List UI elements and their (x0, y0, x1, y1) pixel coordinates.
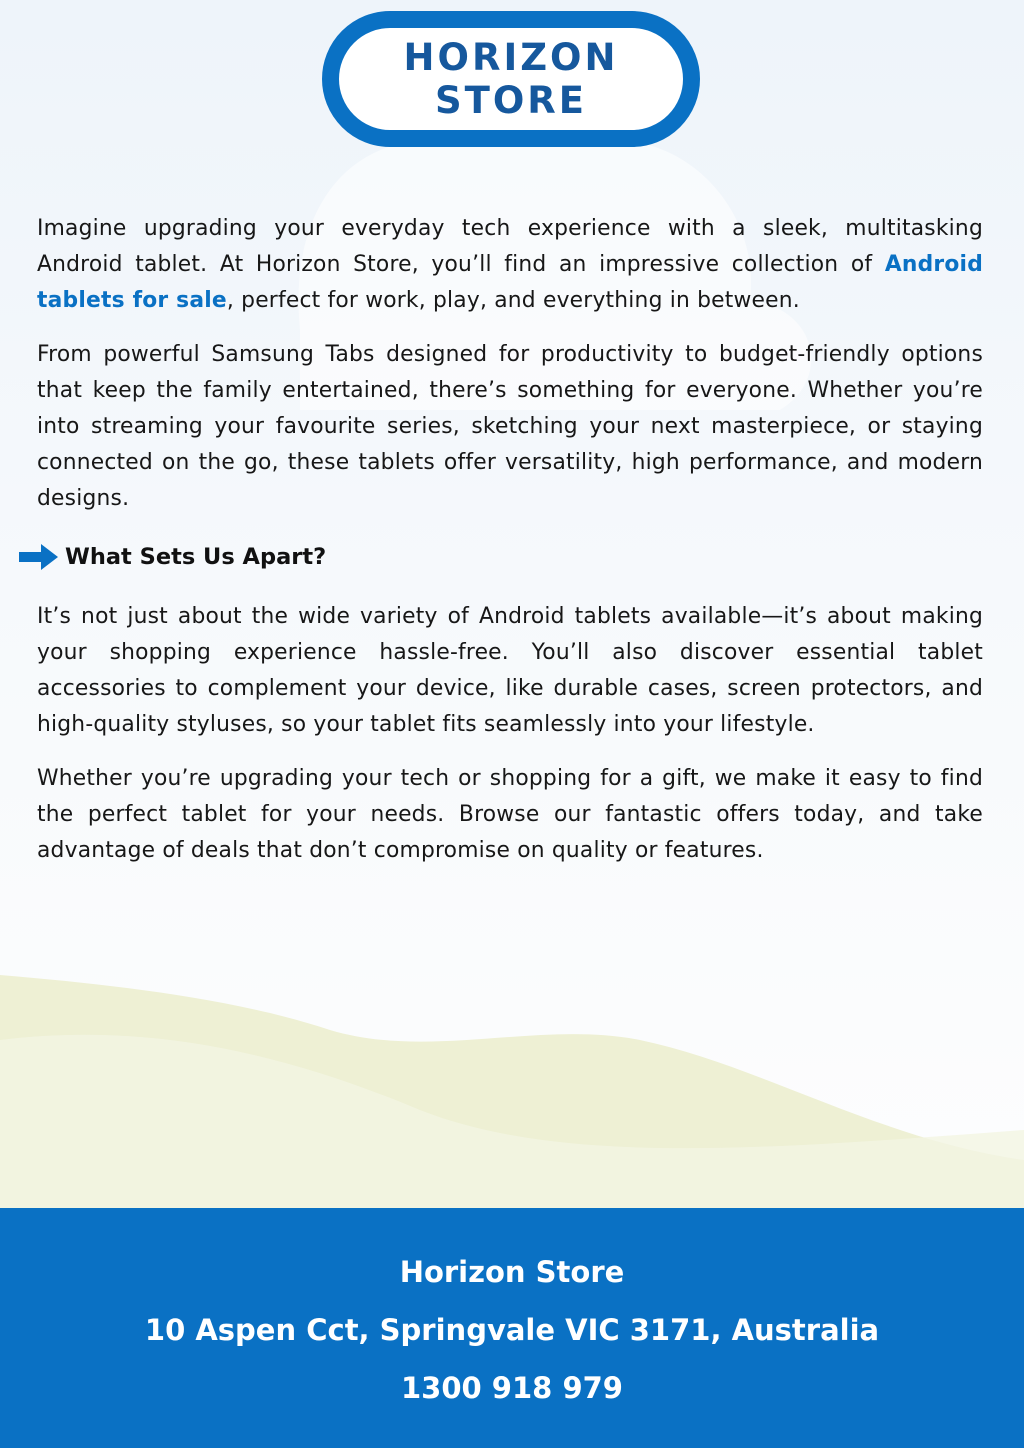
footer (0, 1208, 1024, 1448)
intro-text-after-link: , perfect for work, play, and everything in between. (226, 288, 800, 313)
footer-store-name: Horizon Store (399, 1255, 625, 1289)
paragraph-what-sets-us-apart: It’s not just about the wide variety of Android tablets available—it’s about making your shopping experience hassle-free. You’ll also discover essential tablet accessories to complement your device, like durable cases, screen protectors, and high-quality styluses, so your tablet fits seamlessly into your lifestyle. (37, 604, 983, 737)
intro-text-before-link: Imagine upgrading your everyday tech experience with a sleek, multitasking Android tablet. At Horizon Store, you’ll find an impressive collection of (37, 216, 983, 277)
footer-address: 10 Aspen Cct, Springvale VIC 3171, Australia (144, 1313, 880, 1347)
paragraph-samsung-tabs: From powerful Samsung Tabs designed for productivity to budget-friendly options that keep the family entertained, there’s something for everyone. Whether you’re into streaming your favourite series, sketching your next masterpiece, or staying connected on the go, these tablets offer versatility, high performance, and modern designs. (37, 342, 983, 511)
store-logo (322, 11, 700, 147)
arrow-right-icon (19, 543, 59, 571)
section-heading (19, 531, 965, 583)
section-heading-text: What Sets Us Apart? (65, 544, 327, 570)
main-content (37, 211, 983, 869)
logo-line-2: STORE (434, 79, 588, 122)
intro-paragraph (37, 211, 983, 319)
android-tablets-link[interactable]: Android tablets for sale (37, 252, 983, 313)
paragraph-upgrading: Whether you’re upgrading your tech or shopping for a gift, we make it easy to find the perfect tablet for your needs. Browse our fantastic offers today, and take advantage of deals that don’t compromise on quality or features. (37, 766, 983, 863)
logo-line-1: HORIZON (403, 36, 619, 79)
footer-phone[interactable]: 1300 918 979 (401, 1371, 623, 1405)
